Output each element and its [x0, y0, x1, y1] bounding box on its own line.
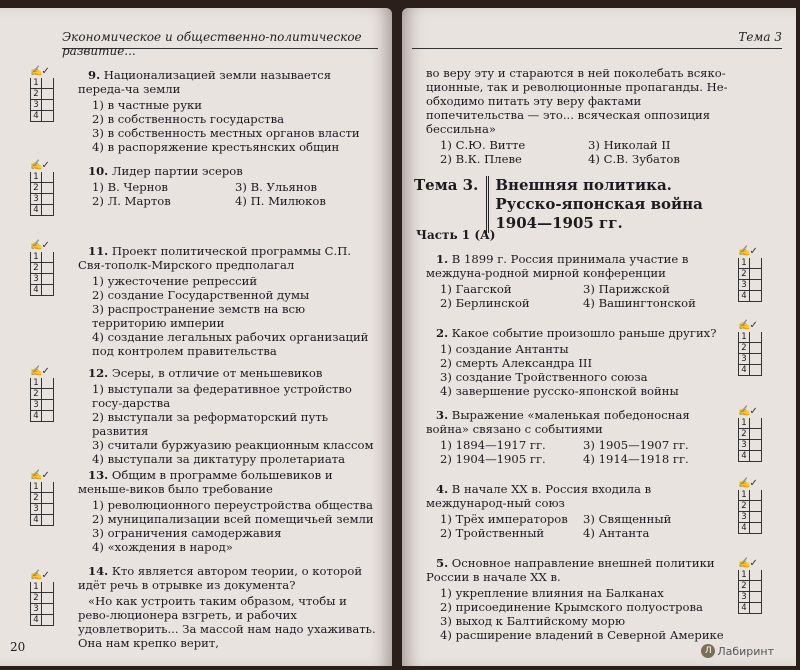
question-prompt: Общим в программе большевиков и меньше-виков было требование [78, 468, 333, 496]
answer-cell-number: 4 [31, 111, 42, 121]
answer-cell[interactable] [738, 451, 762, 462]
answer-cell[interactable] [738, 418, 762, 429]
question-number: 10. [88, 164, 109, 178]
document-quote [78, 594, 378, 650]
answer-options [426, 586, 726, 642]
answer-cell[interactable] [30, 515, 54, 526]
continuation-options [426, 138, 736, 166]
answer-option[interactable]: 1) революционного переустройства общества [92, 498, 373, 512]
answer-cell[interactable] [30, 504, 54, 515]
page-number: 20 [10, 640, 26, 654]
answer-option[interactable]: 2) создание Государственной думы [92, 288, 310, 302]
answer-option[interactable]: 2) Берлинской [440, 296, 530, 310]
question-text [78, 468, 378, 496]
pencil-check-icon: ✍✓ [738, 478, 757, 489]
answer-cell[interactable] [738, 429, 762, 440]
answer-grid[interactable] [738, 478, 762, 534]
answer-option[interactable]: 1) С.Ю. Витте [440, 138, 526, 152]
answer-option[interactable]: 4) С.В. Зубатов [588, 152, 680, 166]
answer-grid[interactable] [30, 570, 54, 626]
answer-option[interactable]: 1) В. Чернов [92, 180, 168, 194]
answer-cell-number: 2 [739, 269, 750, 279]
answer-grid[interactable] [738, 320, 762, 376]
answer-option[interactable]: 4) Вашингтонской [583, 296, 696, 310]
answer-cell-number: 4 [31, 205, 42, 215]
question-text [426, 326, 726, 340]
answer-options [426, 438, 726, 466]
question-14-continuation [426, 66, 736, 166]
answer-option[interactable]: 2) Тройственный [440, 526, 545, 540]
answer-cell[interactable] [738, 343, 762, 354]
answer-option[interactable]: 3) в собственность местных органов власти [92, 126, 360, 140]
answer-option[interactable]: 3) создание Тройственного союза [440, 370, 648, 384]
answer-cell-number: 1 [739, 570, 750, 580]
answer-option[interactable]: 1) создание Антанты [440, 342, 569, 356]
answer-cell-number: 1 [31, 252, 42, 262]
answer-cell[interactable] [30, 274, 54, 285]
question-11 [78, 244, 378, 358]
answer-cell-number: 4 [31, 615, 42, 625]
answer-grid[interactable] [30, 66, 54, 122]
right-page [402, 8, 796, 666]
answer-options [78, 382, 378, 466]
question-12 [78, 366, 378, 466]
answer-option[interactable]: 1) в частные руки [92, 98, 202, 112]
answer-cell-number: 3 [739, 354, 750, 364]
answer-option[interactable]: 2) выступали за реформаторский путь развития [92, 410, 329, 438]
answer-cell-number: 3 [31, 274, 42, 284]
answer-option[interactable]: 4) 1914—1918 гг. [583, 452, 689, 466]
answer-option[interactable]: 4) создание легальных рабочих организаций под контролем правительства [92, 330, 369, 358]
question-14 [78, 564, 378, 650]
pencil-check-icon: ✍✓ [738, 246, 757, 257]
question-text [78, 68, 378, 96]
pencil-check-icon: ✍✓ [30, 66, 49, 77]
answer-option[interactable]: 2) муниципализации всей помещичьей земли [92, 512, 374, 526]
answer-option[interactable]: 1) Трёх императоров [440, 512, 568, 526]
watermark-text: Лабиринт [717, 644, 774, 658]
answer-option[interactable]: 1) Гаагской [440, 282, 512, 296]
answer-cell-number: 1 [739, 332, 750, 342]
question-prompt: Основное направление внешней политики России в начале XX в. [426, 556, 715, 584]
answer-cell[interactable] [30, 593, 54, 604]
answer-cell[interactable] [738, 570, 762, 581]
answer-cell-number: 2 [739, 581, 750, 591]
section-label: Тема 3. [414, 176, 479, 194]
question-prompt: Лидер партии эсеров [111, 164, 243, 178]
answer-cell-number: 1 [739, 258, 750, 268]
answer-option[interactable]: 3) Николай II [588, 138, 671, 152]
answer-option[interactable]: 4) расширение владений в Северной Америке [440, 628, 724, 642]
question-13 [78, 468, 378, 554]
answer-cell[interactable] [30, 263, 54, 274]
answer-cell-number: 3 [739, 592, 750, 602]
answer-cell-number: 3 [739, 512, 750, 522]
answer-option[interactable]: 2) присоединение Крымского полуострова [440, 600, 703, 614]
labirint-logo-icon: Л [701, 644, 715, 658]
question-text [426, 252, 726, 280]
running-header-right: Тема 3 [412, 30, 782, 49]
question-5 [426, 556, 726, 642]
answer-cell-number: 1 [739, 418, 750, 428]
answer-cell-number: 4 [31, 515, 42, 525]
answer-grid[interactable] [30, 366, 54, 422]
answer-option[interactable]: 4) П. Милюков [235, 194, 326, 208]
answer-cell[interactable] [30, 111, 54, 122]
answer-cell[interactable] [738, 490, 762, 501]
answer-option[interactable]: 2) 1904—1905 гг. [440, 452, 546, 466]
answer-cell-number: 3 [739, 280, 750, 290]
answer-option[interactable]: 1) 1894—1917 гг. [440, 438, 546, 452]
section-title [414, 176, 734, 233]
answer-cell-number: 3 [31, 194, 42, 204]
answer-cell-number: 2 [31, 389, 42, 399]
answer-option[interactable]: 3) В. Ульянов [235, 180, 318, 194]
part-label: Часть 1 (А) [416, 228, 496, 242]
answer-options [426, 282, 726, 310]
question-number: 12. [88, 366, 109, 380]
question-number: 3. [436, 408, 449, 422]
answer-option[interactable]: 4) «хождения в народ» [92, 540, 233, 554]
answer-cell-number: 3 [31, 504, 42, 514]
answer-cell[interactable] [738, 512, 762, 523]
answer-cell-number: 2 [31, 89, 42, 99]
answer-cell-number: 3 [739, 440, 750, 450]
answer-options [78, 180, 378, 208]
pencil-check-icon: ✍✓ [738, 558, 757, 569]
answer-option[interactable]: 4) завершение русско-японской войны [440, 384, 679, 398]
pencil-check-icon: ✍✓ [30, 570, 49, 581]
answer-option[interactable]: 3) Парижской [583, 282, 670, 296]
answer-option[interactable]: 3) Священный [583, 512, 672, 526]
question-prompt: Национализацией земли называется переда-ча земли [78, 68, 332, 96]
answer-cell[interactable] [30, 89, 54, 100]
answer-cell[interactable] [738, 440, 762, 451]
answer-cell-number: 3 [31, 604, 42, 614]
left-page [0, 8, 392, 666]
pencil-check-icon: ✍✓ [738, 320, 757, 331]
watermark [701, 644, 774, 658]
answer-option[interactable]: 3) считали буржуазию реакционным классом [92, 438, 374, 452]
answer-cell[interactable] [738, 291, 762, 302]
answer-options [78, 98, 378, 154]
answer-cell-number: 2 [739, 501, 750, 511]
answer-option[interactable]: 2) В.К. Плеве [440, 152, 522, 166]
question-10 [78, 164, 378, 208]
question-number: 1. [436, 252, 449, 266]
answer-cell-number: 1 [31, 172, 42, 182]
answer-cell[interactable] [30, 582, 54, 593]
answer-cell[interactable] [738, 581, 762, 592]
answer-cell[interactable] [30, 78, 54, 89]
question-text [78, 244, 378, 272]
pencil-check-icon: ✍✓ [30, 470, 49, 481]
question-prompt: Кто является автором теории, о которой идёт речь в отрывке из документа? [78, 564, 363, 592]
answer-cell-number: 4 [739, 603, 750, 613]
answer-cell-number: 2 [739, 429, 750, 439]
answer-cell-number: 1 [31, 482, 42, 492]
answer-option[interactable]: 4) в распоряжение крестьянских общин [92, 140, 340, 154]
answer-cell[interactable] [738, 365, 762, 376]
question-number: 5. [436, 556, 449, 570]
answer-cell[interactable] [30, 604, 54, 615]
answer-cell[interactable] [738, 258, 762, 269]
answer-option[interactable]: 3) распространение земств на всю территорию империи [92, 302, 306, 330]
answer-cell-number: 2 [31, 593, 42, 603]
quote-text: «Но как устроить таким образом, чтобы и рево-люционера взгреть, и рабочих удовлетворить... За массой нам надо ухаживать. Она нам крепко верит, [78, 594, 376, 650]
question-number: 4. [436, 482, 449, 496]
answer-grid[interactable] [30, 240, 54, 296]
answer-cell[interactable] [30, 172, 54, 183]
answer-cell[interactable] [738, 269, 762, 280]
answer-grid[interactable] [738, 246, 762, 302]
quote-continuation: во веру эту и стараются в ней поколебать всяко-ционные, так и революционные пропаганды. Не-обходимо питать эту веру фактами попечительства — это... всяческая оппозиция бессильна» [426, 66, 728, 136]
answer-option[interactable]: 4) выступали за диктатуру пролетариата [92, 452, 346, 466]
answer-cell[interactable] [30, 205, 54, 216]
answer-option[interactable]: 2) в собственность государства [92, 112, 285, 126]
question-text [426, 408, 726, 436]
answer-grid[interactable] [30, 470, 54, 526]
answer-cell[interactable] [738, 332, 762, 343]
answer-option[interactable]: 3) выход к Балтийскому морю [440, 614, 626, 628]
question-number: 2. [436, 326, 449, 340]
answer-cell-number: 1 [31, 378, 42, 388]
answer-cell[interactable] [738, 603, 762, 614]
question-text [78, 366, 378, 380]
question-9 [78, 68, 378, 154]
answer-option[interactable]: 1) ужесточение репрессий [92, 274, 258, 288]
answer-cell-number: 4 [739, 451, 750, 461]
answer-cell-number: 1 [739, 490, 750, 500]
question-prompt: Проект политической программы С.П. Свя-тополк-Мирского предполагал [78, 244, 352, 272]
question-text [78, 164, 378, 178]
answer-cell-number: 2 [31, 263, 42, 273]
answer-cell[interactable] [30, 411, 54, 422]
answer-cell[interactable] [30, 378, 54, 389]
pencil-check-icon: ✍✓ [30, 240, 49, 251]
answer-cell[interactable] [738, 280, 762, 291]
answer-options [426, 512, 726, 540]
question-text [426, 482, 726, 510]
answer-cell[interactable] [30, 482, 54, 493]
answer-cell-number: 4 [31, 411, 42, 421]
pencil-check-icon: ✍✓ [30, 160, 49, 171]
question-text [426, 556, 726, 584]
question-number: 13. [88, 468, 109, 482]
section-heading: Внешняя политика. Русско-японская война 1904—1905 гг. [486, 176, 734, 233]
question-prompt: Эсеры, в отличие от меньшевиков [111, 366, 323, 380]
answer-cell-number: 1 [31, 78, 42, 88]
answer-options [426, 342, 726, 398]
answer-cell[interactable] [30, 183, 54, 194]
answer-cell[interactable] [738, 354, 762, 365]
answer-cell-number: 3 [31, 400, 42, 410]
answer-options [78, 274, 378, 358]
question-prompt: В 1899 г. Россия принимала участие в междуна-родной мирной конференции [426, 252, 689, 280]
answer-cell-number: 4 [739, 365, 750, 375]
question-2 [426, 326, 726, 398]
answer-cell-number: 2 [31, 183, 42, 193]
pencil-check-icon: ✍✓ [738, 406, 757, 417]
answer-cell[interactable] [30, 100, 54, 111]
answer-cell[interactable] [30, 615, 54, 626]
pencil-check-icon: ✍✓ [30, 366, 49, 377]
answer-option[interactable]: 1) выступали за федеративное устройство госу-дарства [92, 382, 352, 410]
question-number: 9. [88, 68, 101, 82]
answer-option[interactable]: 2) Л. Мартов [92, 194, 171, 208]
answer-option[interactable]: 2) смерть Александра III [440, 356, 593, 370]
question-4 [426, 482, 726, 540]
answer-cell[interactable] [30, 493, 54, 504]
answer-grid[interactable] [738, 558, 762, 614]
answer-cell-number: 1 [31, 582, 42, 592]
answer-cell[interactable] [738, 501, 762, 512]
answer-option[interactable]: 3) 1905—1907 гг. [583, 438, 689, 452]
answer-cell-number: 2 [31, 493, 42, 503]
answer-cell[interactable] [30, 194, 54, 205]
answer-cell[interactable] [30, 389, 54, 400]
answer-option[interactable]: 1) укрепление влияния на Балканах [440, 586, 664, 600]
question-number: 14. [88, 564, 109, 578]
answer-options [78, 498, 378, 554]
question-text [78, 564, 378, 592]
answer-cell[interactable] [30, 400, 54, 411]
answer-cell-number: 3 [31, 100, 42, 110]
answer-cell-number: 4 [739, 523, 750, 533]
answer-grid[interactable] [30, 160, 54, 216]
answer-cell[interactable] [738, 592, 762, 603]
question-prompt: В начале XX в. Россия входила в международ-ный союз [426, 482, 652, 510]
answer-cell-number: 2 [739, 343, 750, 353]
answer-cell-number: 4 [31, 285, 42, 295]
question-3 [426, 408, 726, 466]
answer-option[interactable]: 3) ограничения самодержавия [92, 526, 282, 540]
question-prompt: Выражение «маленькая победоносная война» связано с событиями [426, 408, 690, 436]
question-prompt: Какое событие произошло раньше других? [451, 326, 717, 340]
answer-option[interactable]: 4) Антанта [583, 526, 650, 540]
question-number: 11. [88, 244, 109, 258]
answer-grid[interactable] [738, 406, 762, 462]
running-header-left: Экономическое и общественно-политическое развитие... [62, 30, 378, 49]
answer-cell[interactable] [30, 285, 54, 296]
question-1 [426, 252, 726, 310]
answer-cell-number: 4 [739, 291, 750, 301]
answer-cell[interactable] [738, 523, 762, 534]
answer-cell[interactable] [30, 252, 54, 263]
